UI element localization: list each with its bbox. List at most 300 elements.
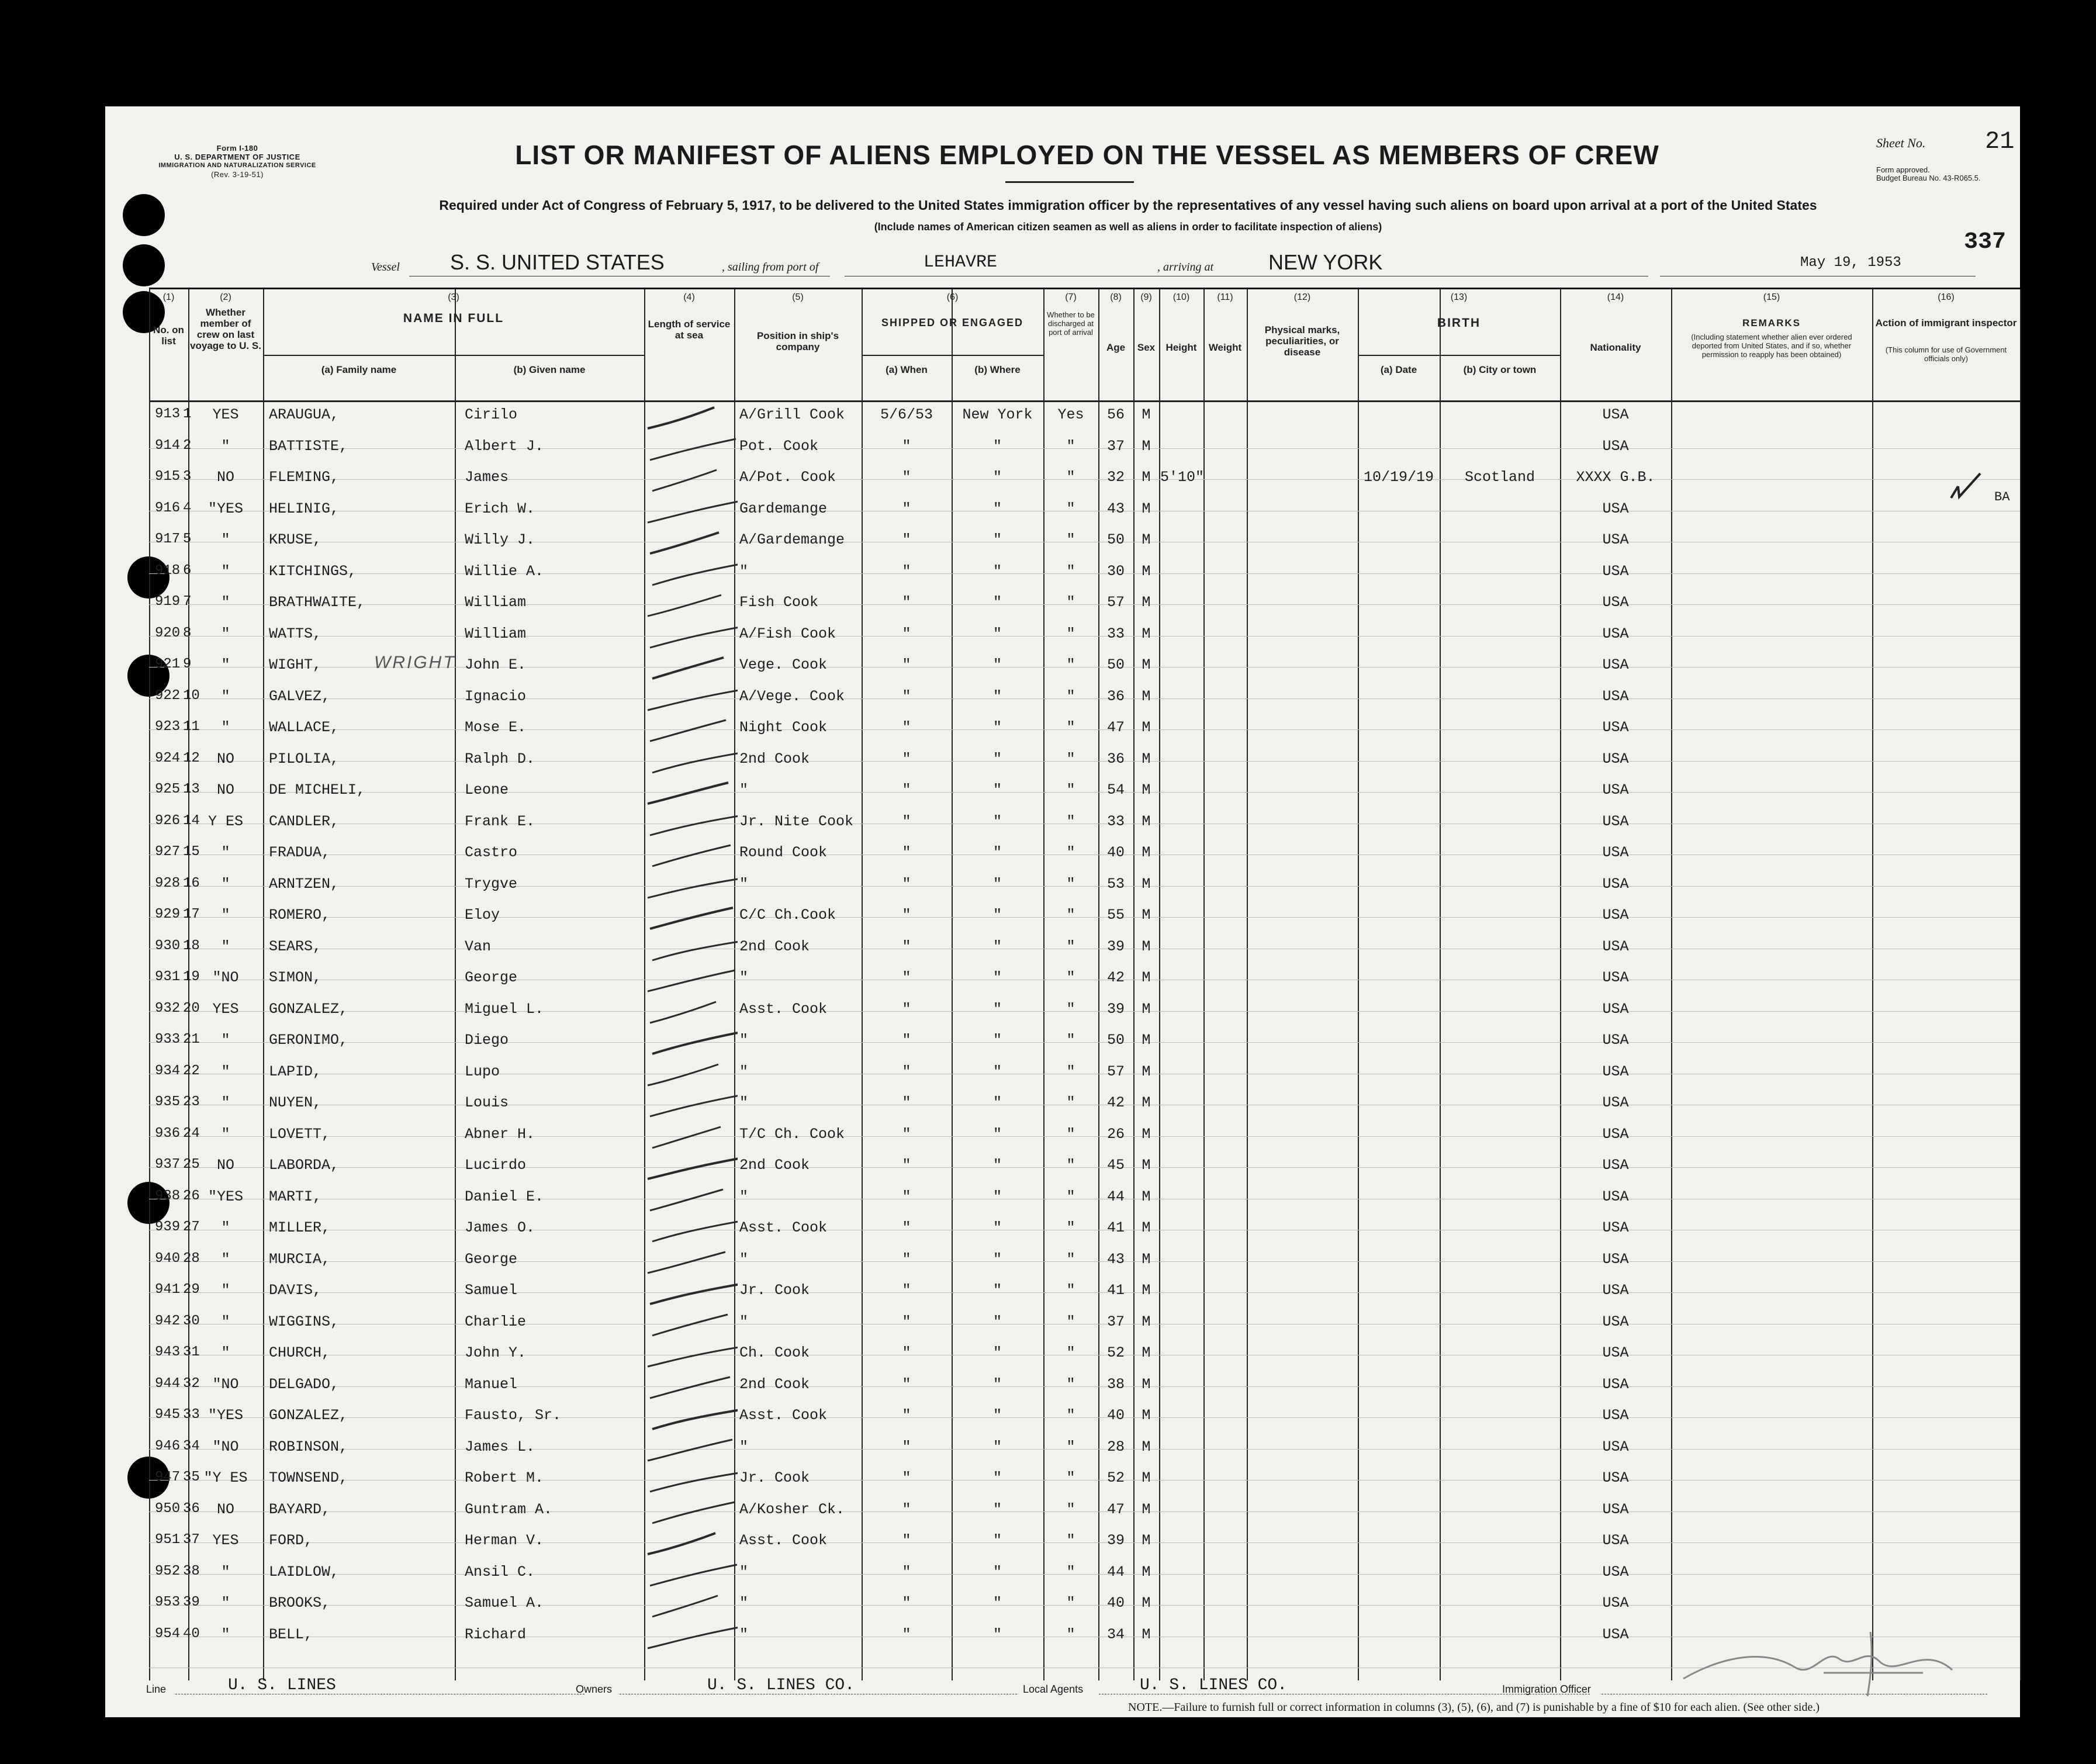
age-cell: 53 <box>1106 875 1125 893</box>
list-number-cell: 36 <box>183 1500 200 1517</box>
given-name-cell: James O. <box>465 1219 535 1236</box>
stamp-number-cell: 913 <box>155 406 181 422</box>
position-cell: A/Vege. Cook <box>739 687 845 705</box>
discharge-cell: " <box>1066 1313 1075 1330</box>
shipped-when-cell: " <box>902 1063 911 1080</box>
given-name-cell: Herman V. <box>465 1532 544 1549</box>
given-name-cell: Guntram A. <box>465 1500 553 1518</box>
list-number-cell: 26 <box>183 1188 200 1204</box>
arriving-label: , arriving at <box>1157 261 1214 274</box>
stamp-number-cell: 947 <box>155 1469 181 1485</box>
previous-voyage-cell: " <box>221 531 230 548</box>
shipped-when-cell: " <box>902 844 911 861</box>
position-cell: T/C Ch. Cook <box>739 1125 845 1143</box>
shipped-where-cell: " <box>992 1625 1002 1643</box>
sex-cell: M <box>1142 1500 1151 1518</box>
discharge-cell: " <box>1066 1344 1075 1361</box>
shipped-when-cell: " <box>902 969 911 986</box>
shipped-when-cell: " <box>902 531 911 548</box>
service-length-mark <box>644 1122 738 1151</box>
age-cell: 52 <box>1106 1344 1125 1361</box>
discharge-cell: " <box>1066 781 1075 798</box>
list-number-cell: 40 <box>183 1625 200 1642</box>
col-3-number: (3) <box>448 292 459 302</box>
nationality-cell: USA <box>1602 1344 1629 1361</box>
sex-cell: M <box>1142 1157 1151 1174</box>
service-length-mark <box>644 1278 738 1308</box>
shipped-where-cell: " <box>992 1063 1002 1080</box>
service-length-mark <box>644 1185 738 1214</box>
nationality-cell: USA <box>1602 1594 1629 1611</box>
service-length-mark <box>644 1091 738 1120</box>
column-divider <box>1159 289 1160 1680</box>
age-cell: 30 <box>1106 562 1125 580</box>
service-length-mark <box>644 810 738 839</box>
age-cell: 56 <box>1106 406 1125 423</box>
previous-voyage-cell: "YES <box>207 500 243 517</box>
page-title: LIST OR MANIFEST OF ALIENS EMPLOYED ON THE VESSEL AS MEMBERS OF CREW <box>515 140 1659 170</box>
stamp-number-cell: 915 <box>155 469 181 485</box>
sex-cell: M <box>1142 875 1151 893</box>
given-name-cell: William <box>465 594 527 611</box>
stamp-number-cell: 916 <box>155 500 181 516</box>
service-length-mark <box>644 1247 738 1277</box>
discharge-cell: " <box>1066 1094 1075 1111</box>
col-13-number: (13) <box>1450 292 1468 302</box>
list-number-cell: 7 <box>183 594 192 610</box>
sailing-label: , sailing from port of <box>722 261 819 274</box>
sex-cell: M <box>1142 1625 1151 1643</box>
service-length-mark <box>644 590 738 620</box>
stamp-number-cell: 945 <box>155 1407 181 1423</box>
position-cell: " <box>739 1094 749 1111</box>
stamp-number-cell: 931 <box>155 969 181 985</box>
position-cell: Asst. Cook <box>739 1000 828 1018</box>
previous-voyage-cell: " <box>221 625 230 642</box>
previous-voyage-cell: " <box>221 1125 230 1143</box>
age-cell: 33 <box>1106 812 1125 830</box>
previous-voyage-cell: " <box>221 1625 230 1643</box>
nationality-cell: USA <box>1602 656 1629 673</box>
nationality-cell: USA <box>1602 1157 1629 1174</box>
stamp-number-cell: 935 <box>155 1094 181 1110</box>
given-name-cell: John Y. <box>465 1344 527 1361</box>
nationality-cell: USA <box>1602 1282 1629 1299</box>
given-name-cell: Erich W. <box>465 500 535 517</box>
shipped-where-cell: " <box>992 1219 1002 1236</box>
age-cell: 37 <box>1106 437 1125 455</box>
col-15-header: REMARKS <box>1742 317 1801 328</box>
form-identification <box>138 144 337 179</box>
age-cell: 32 <box>1106 469 1125 486</box>
service-length-mark <box>644 1372 738 1402</box>
previous-voyage-cell: " <box>221 719 230 736</box>
age-cell: 47 <box>1106 719 1125 736</box>
list-number-cell: 14 <box>183 812 200 829</box>
position-cell: " <box>739 1063 749 1080</box>
previous-voyage-cell: NO <box>216 750 234 767</box>
previous-voyage-cell: " <box>221 594 230 611</box>
given-name-cell: Abner H. <box>465 1125 535 1143</box>
family-name-cell: KRUSE, <box>269 531 322 548</box>
col-13a-header: (a) Date <box>1380 364 1417 375</box>
given-name-cell: Manuel <box>465 1375 518 1393</box>
nationality-cell: USA <box>1602 406 1629 423</box>
birth-city-cell: Scotland <box>1464 469 1535 486</box>
shipped-when-cell: " <box>902 938 911 955</box>
position-cell: " <box>739 1313 749 1330</box>
position-cell: A/Fish Cook <box>739 625 836 642</box>
col-4-number: (4) <box>683 292 695 302</box>
list-number-cell: 23 <box>183 1094 200 1110</box>
nationality-cell: USA <box>1602 1063 1629 1080</box>
shipped-where-cell: " <box>992 531 1002 548</box>
sex-cell: M <box>1142 781 1151 798</box>
list-number-cell: 30 <box>183 1313 200 1329</box>
discharge-cell: " <box>1066 1219 1075 1236</box>
stamp-number-cell: 919 <box>155 594 181 610</box>
stamp-number-cell: 934 <box>155 1063 181 1079</box>
stamp-number-cell: 923 <box>155 719 181 735</box>
col-16-header: Action of immigrant inspector <box>1875 317 2017 328</box>
shipped-when-cell: " <box>902 1532 911 1549</box>
nationality-cell: USA <box>1602 687 1629 705</box>
shipped-where-cell: " <box>992 1250 1002 1268</box>
punch-hole <box>123 244 165 286</box>
stamp-number-cell: 922 <box>155 687 181 704</box>
given-name-cell: Lucirdo <box>465 1157 527 1174</box>
shipped-where-cell: " <box>992 875 1002 893</box>
family-name-cell: MURCIA, <box>269 1250 331 1268</box>
given-name-cell: Eloy <box>465 907 500 923</box>
given-name-cell: Ignacio <box>465 687 527 705</box>
shipped-where-cell: " <box>992 1500 1002 1518</box>
sex-cell: M <box>1142 1032 1151 1049</box>
shipped-when-cell: " <box>902 812 911 830</box>
col-9-number: (9) <box>1140 292 1152 302</box>
shipped-where-cell: " <box>992 1125 1002 1143</box>
shipped-where-cell: " <box>992 812 1002 830</box>
service-length-mark <box>644 1153 738 1182</box>
sex-cell: M <box>1142 562 1151 580</box>
shipped-when-cell: " <box>902 750 911 767</box>
position-cell: A/Grill Cook <box>739 406 845 423</box>
subnote: (Include names of American citizen seamen as well as aliens in order to facilitate inspection of aliens) <box>874 221 1382 233</box>
list-number-cell: 11 <box>183 719 200 735</box>
shipped-when-cell: " <box>902 500 911 517</box>
position-cell: Jr. Cook <box>739 1282 810 1299</box>
family-name-cell: WIGGINS, <box>269 1313 340 1330</box>
sex-cell: M <box>1142 656 1151 673</box>
list-number-cell: 25 <box>183 1157 200 1172</box>
service-length-mark <box>644 1497 738 1527</box>
col-7-header: Whether to be discharged at port of arrival <box>1047 310 1095 337</box>
service-length-mark <box>644 465 738 494</box>
previous-voyage-cell: " <box>221 1219 230 1236</box>
previous-voyage-cell: " <box>221 1594 230 1611</box>
list-number-cell: 28 <box>183 1250 200 1267</box>
nationality-cell: USA <box>1602 812 1629 830</box>
col-8-header: Age <box>1106 342 1126 353</box>
shipped-where-cell: " <box>992 969 1002 986</box>
position-cell: " <box>739 562 749 580</box>
sex-cell: M <box>1142 1563 1151 1580</box>
age-cell: 43 <box>1106 1250 1125 1268</box>
punch-hole <box>123 194 165 236</box>
list-number-cell: 39 <box>183 1594 200 1610</box>
position-cell: Asst. Cook <box>739 1219 828 1236</box>
stamp-number-cell: 941 <box>155 1282 181 1298</box>
stamp-number-cell: 954 <box>155 1625 181 1642</box>
previous-voyage-cell: " <box>221 1282 230 1299</box>
previous-voyage-cell: " <box>221 1094 230 1111</box>
age-cell: 57 <box>1106 594 1125 611</box>
age-cell: 36 <box>1106 750 1125 767</box>
sex-cell: M <box>1142 437 1151 455</box>
col-15-number: (15) <box>1763 292 1780 302</box>
age-cell: 40 <box>1106 844 1125 861</box>
col-1-header: No. on list <box>153 324 184 347</box>
stamp-number-cell: 928 <box>155 875 181 891</box>
sex-cell: M <box>1142 750 1151 767</box>
family-name-cell: KITCHINGS, <box>269 562 357 580</box>
given-name-cell: Willy J. <box>465 531 535 548</box>
col-3a-header: (a) Family name <box>321 364 397 375</box>
form-number: Form I-180 <box>216 144 258 153</box>
col-11-number: (11) <box>1217 292 1233 302</box>
sex-cell: M <box>1142 938 1151 955</box>
age-cell: 52 <box>1106 1469 1125 1486</box>
shipped-when-cell: " <box>902 1094 911 1111</box>
family-name-cell: FRADUA, <box>269 844 331 861</box>
shipped-where-cell: " <box>992 781 1002 798</box>
sex-cell: M <box>1142 1094 1151 1111</box>
nationality-cell: USA <box>1602 719 1629 736</box>
shipped-where-cell: " <box>992 1313 1002 1330</box>
list-number-cell: 31 <box>183 1344 200 1360</box>
shipped-when-cell: " <box>902 875 911 893</box>
service-length-mark <box>644 434 738 464</box>
nationality-cell: USA <box>1602 1438 1629 1455</box>
stamp-number-cell: 942 <box>155 1313 181 1329</box>
service-length-mark <box>644 1341 738 1370</box>
sheet-number: 21 <box>1985 127 2015 155</box>
position-cell: Pot. Cook <box>739 437 819 455</box>
position-cell: 2nd Cook <box>739 1157 810 1174</box>
previous-voyage-cell: " <box>221 1063 230 1080</box>
list-number-cell: 9 <box>183 656 192 672</box>
col-6-header: SHIPPED OR ENGAGED <box>881 317 1024 328</box>
owners-label: Owners <box>576 1683 613 1695</box>
shipped-where-cell: " <box>992 1282 1002 1299</box>
col-14-header: Nationality <box>1590 342 1641 353</box>
shipped-where-cell: " <box>992 687 1002 705</box>
sex-cell: M <box>1142 625 1151 642</box>
family-name-cell: SIMON, <box>269 969 322 986</box>
position-cell: Gardemange <box>739 500 828 517</box>
list-number-cell: 6 <box>183 562 192 579</box>
shipped-when-cell: " <box>902 437 911 455</box>
list-number-cell: 8 <box>183 625 192 641</box>
sex-cell: M <box>1142 1125 1151 1143</box>
age-cell: 41 <box>1106 1219 1125 1236</box>
sex-cell: M <box>1142 500 1151 517</box>
age-cell: 55 <box>1106 907 1125 923</box>
sex-cell: M <box>1142 969 1151 986</box>
nationality-cell: USA <box>1602 1219 1629 1236</box>
discharge-cell: " <box>1066 1032 1075 1049</box>
stamp-number-cell: 925 <box>155 781 181 797</box>
family-name-cell: LAPID, <box>269 1063 322 1080</box>
column-divider <box>1203 289 1205 1680</box>
list-number-cell: 12 <box>183 750 200 766</box>
previous-voyage-cell: " <box>221 437 230 455</box>
age-cell: 44 <box>1106 1188 1125 1205</box>
shipped-where-cell: " <box>992 1375 1002 1393</box>
shipped-where-cell: " <box>992 437 1002 455</box>
age-cell: 43 <box>1106 500 1125 517</box>
age-cell: 57 <box>1106 1063 1125 1080</box>
shipped-where-cell: New York <box>962 406 1033 423</box>
subheader-divider <box>263 355 644 356</box>
sex-cell: M <box>1142 1188 1151 1205</box>
shipped-when-cell: " <box>902 687 911 705</box>
manifest-sheet <box>105 106 2020 1717</box>
height-cell: 5'10" <box>1160 469 1205 486</box>
col-16-number: (16) <box>1938 292 1955 302</box>
sex-cell: M <box>1142 1407 1151 1424</box>
sex-cell: M <box>1142 687 1151 705</box>
list-number-cell: 1 <box>183 406 192 422</box>
stamp-number-cell: 936 <box>155 1125 181 1142</box>
previous-voyage-cell: " <box>221 907 230 923</box>
age-cell: 33 <box>1106 625 1125 642</box>
family-name-cell: BAYARD, <box>269 1500 331 1518</box>
service-length-mark <box>644 747 738 776</box>
shipped-when-cell: 5/6/53 <box>880 406 933 423</box>
col-13b-header: (b) City or town <box>1463 364 1537 375</box>
col-5-number: (5) <box>792 292 804 302</box>
given-name-cell: John E. <box>465 656 527 673</box>
nationality-cell: USA <box>1602 907 1629 923</box>
discharge-cell: " <box>1066 844 1075 861</box>
family-name-cell: FORD, <box>269 1532 313 1549</box>
shipped-when-cell: " <box>902 1032 911 1049</box>
position-cell: Vege. Cook <box>739 656 828 673</box>
column-divider <box>1358 289 1359 1680</box>
shipped-where-cell: " <box>992 594 1002 611</box>
discharge-cell: " <box>1066 500 1075 517</box>
shipped-when-cell: " <box>902 1250 911 1268</box>
sex-cell: M <box>1142 406 1151 423</box>
position-cell: Asst. Cook <box>739 1407 828 1424</box>
age-cell: 41 <box>1106 1282 1125 1299</box>
previous-voyage-cell: Y ES <box>207 812 243 830</box>
discharge-cell: Yes <box>1057 406 1084 423</box>
shipped-when-cell: " <box>902 1157 911 1174</box>
family-name-cell: MILLER, <box>269 1219 331 1236</box>
stamp-number-cell: 932 <box>155 1000 181 1016</box>
vessel-name: S. S. UNITED STATES <box>450 250 665 274</box>
header-divider <box>149 400 2020 402</box>
given-name-cell: Daniel E. <box>465 1188 544 1205</box>
previous-voyage-cell: " <box>221 1563 230 1580</box>
list-number-cell: 18 <box>183 938 200 954</box>
list-number-cell: 2 <box>183 437 192 454</box>
service-length-mark <box>644 1060 738 1089</box>
shipped-when-cell: " <box>902 1125 911 1143</box>
given-name-cell: Willie A. <box>465 562 544 580</box>
shipped-when-cell: " <box>902 1594 911 1611</box>
shipped-where-cell: " <box>992 1407 1002 1424</box>
col-7-number: (7) <box>1065 292 1077 302</box>
service-length-mark <box>644 1466 738 1495</box>
nationality-cell: USA <box>1602 938 1629 955</box>
stamp-number-cell: 950 <box>155 1500 181 1517</box>
list-number-cell: 17 <box>183 907 200 922</box>
shipped-where-cell: " <box>992 1563 1002 1580</box>
family-name-cell: ROMERO, <box>269 907 331 923</box>
shipped-when-cell: " <box>902 1219 911 1236</box>
column-divider <box>1440 289 1441 1680</box>
discharge-cell: " <box>1066 1594 1075 1611</box>
shipped-where-cell: " <box>992 1594 1002 1611</box>
position-cell: A/Gardemange <box>739 531 845 548</box>
given-name-cell: George <box>465 969 518 986</box>
nationality-cell: USA <box>1602 969 1629 986</box>
department: U. S. DEPARTMENT OF JUSTICE <box>174 153 300 161</box>
nationality-cell: USA <box>1602 750 1629 767</box>
sex-cell: M <box>1142 1282 1151 1299</box>
age-cell: 47 <box>1106 1500 1125 1518</box>
nationality-cell: USA <box>1602 844 1629 861</box>
revision: (Rev. 3-19-51) <box>211 170 264 179</box>
service: IMMIGRATION AND NATURALIZATION SERVICE <box>158 162 316 169</box>
stamp-number-cell: 951 <box>155 1532 181 1548</box>
discharge-cell: " <box>1066 1125 1075 1143</box>
form-approval <box>1876 166 2017 182</box>
position-cell: Asst. Cook <box>739 1532 828 1549</box>
service-length-mark <box>644 1216 738 1245</box>
position-cell: " <box>739 1032 749 1049</box>
nationality-cell: USA <box>1602 1625 1629 1643</box>
given-name-cell: Frank E. <box>465 812 535 830</box>
shipped-when-cell: " <box>902 781 911 798</box>
col-5-header: Position in ship's company <box>756 330 839 352</box>
age-cell: 37 <box>1106 1313 1125 1330</box>
discharge-cell: " <box>1066 938 1075 955</box>
column-divider <box>2020 289 2021 1680</box>
nationality-cell: USA <box>1602 875 1629 893</box>
title-rule <box>1005 181 1134 183</box>
position-cell: C/C Ch.Cook <box>739 907 836 923</box>
previous-voyage-cell: "Y ES <box>203 1469 248 1486</box>
given-name-cell: James L. <box>465 1438 535 1455</box>
given-name-cell: Ralph D. <box>465 750 535 767</box>
owners-value: U. S. LINES CO. <box>707 1676 855 1694</box>
nationality-cell: USA <box>1602 1469 1629 1486</box>
shipped-where-cell: " <box>992 1438 1002 1455</box>
col-6-number: (6) <box>946 292 959 302</box>
previous-voyage-cell: " <box>221 844 230 861</box>
previous-voyage-cell: " <box>221 875 230 893</box>
shipped-when-cell: " <box>902 1282 911 1299</box>
position-cell: " <box>739 1625 749 1643</box>
family-name-cell: ARNTZEN, <box>269 875 340 893</box>
previous-voyage-cell: " <box>221 938 230 955</box>
shipped-where-cell: " <box>992 1032 1002 1049</box>
age-cell: 42 <box>1106 969 1125 986</box>
